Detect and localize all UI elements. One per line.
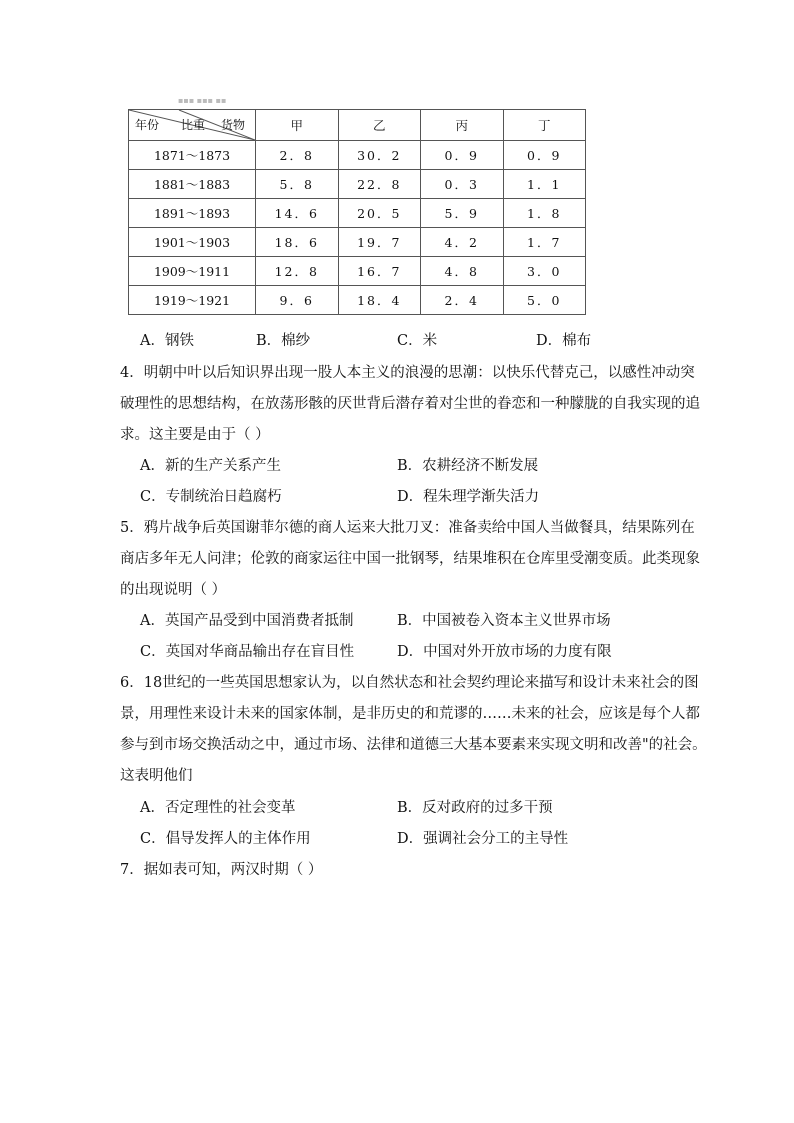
q6-option-d[interactable]: D．强调社会分工的主导性: [397, 831, 569, 847]
table-row: [129, 286, 586, 315]
table-row: [129, 141, 586, 170]
value-cell: 0．9: [421, 141, 504, 170]
column-header: 丁: [503, 110, 586, 141]
header-year-label: 年份: [135, 118, 160, 132]
table-row: [129, 257, 586, 286]
value-cell: 18．6: [256, 228, 339, 257]
q5-option-a[interactable]: A．英国产品受到中国消费者抵制: [140, 613, 354, 629]
q4-option-d[interactable]: D．程朱理学渐失活力: [397, 489, 540, 505]
header-share-label: 比重: [181, 118, 206, 132]
value-cell: 12．8: [256, 257, 339, 286]
value-cell: 16．7: [338, 257, 421, 286]
column-header: 甲: [256, 110, 339, 141]
q6-stem-line-4: 这表明他们: [120, 768, 193, 784]
q4-option-a[interactable]: A．新的生产关系产生: [140, 458, 281, 474]
value-cell: 2．4: [421, 286, 504, 315]
q5-option-c[interactable]: C．英国对华商品输出存在盲目性: [140, 644, 355, 660]
year-cell: 1871～1873: [129, 141, 256, 170]
q5-option-b[interactable]: B．中国被卷入资本主义世界市场: [397, 613, 611, 629]
value-cell: 0．3: [421, 170, 504, 199]
value-cell: 19．7: [338, 228, 421, 257]
value-cell: 20．5: [338, 199, 421, 228]
value-cell: 2．8: [256, 141, 339, 170]
q6-option-c[interactable]: C．倡导发挥人的主体作用: [140, 831, 311, 847]
table-header-row: [129, 110, 586, 141]
value-cell: 4．8: [421, 257, 504, 286]
value-cell: 3．0: [503, 257, 586, 286]
year-cell: 1881～1883: [129, 170, 256, 199]
q6-stem-line-2: 景，用理性来设计未来的国家体制，是非历史的和荒谬的……未来的社会，应该是每个人都: [120, 706, 700, 722]
q3-option-c[interactable]: C．米: [397, 333, 438, 349]
q4-option-b[interactable]: B．农耕经济不断发展: [397, 458, 539, 474]
q5-stem-line-1: 5．鸦片战争后英国谢菲尔德的商人运来大批刀叉：准备卖给中国人当做餐具，结果陈列在: [120, 520, 695, 536]
value-cell: 30．2: [338, 141, 421, 170]
column-header: 丙: [421, 110, 504, 141]
trade-share-table: [128, 109, 586, 315]
q3-option-a[interactable]: A．钢铁: [140, 333, 194, 349]
q3-option-b[interactable]: B．棉纱: [256, 333, 311, 349]
value-cell: 1．7: [503, 228, 586, 257]
diagonal-header-cell: [129, 110, 256, 141]
value-cell: 5．9: [421, 199, 504, 228]
q3-option-d[interactable]: D．棉布: [536, 333, 592, 349]
value-cell: 5．8: [256, 170, 339, 199]
value-cell: 9．6: [256, 286, 339, 315]
year-cell: 1901～1903: [129, 228, 256, 257]
value-cell: 1．8: [503, 199, 586, 228]
value-cell: 5．0: [503, 286, 586, 315]
header-goods-label: 货物: [221, 118, 246, 132]
q4-stem-line-2: 破理性的思想结构，在放荡形骸的厌世背后潜存着对尘世的眷恋和一种朦胧的自我实现的追: [120, 396, 700, 412]
q4-stem-line-3: 求。这主要是由于（ ）: [120, 427, 270, 443]
column-header: 乙: [338, 110, 421, 141]
value-cell: 0．9: [503, 141, 586, 170]
value-cell: 1．1: [503, 170, 586, 199]
q5-stem-line-2: 商店多年无人问津；伦敦的商家运往中国一批钢琴，结果堆积在仓库里受潮变质。此类现象: [120, 551, 700, 567]
q5-stem-line-3: 的出现说明（ ）: [120, 582, 227, 598]
year-cell: 1891～1893: [129, 199, 256, 228]
q6-option-a[interactable]: A．否定理性的社会变革: [140, 800, 296, 816]
q6-stem-line-1: 6．18世纪的一些英国思想家认为，以自然状态和社会契约理论来描写和设计未来社会的图: [120, 675, 699, 691]
table-row: [129, 199, 586, 228]
value-cell: 4．2: [421, 228, 504, 257]
q4-option-c[interactable]: C．专制统治日趋腐朽: [140, 489, 282, 505]
q5-option-d[interactable]: D．中国对外开放市场的力度有限: [397, 644, 612, 660]
value-cell: 14．6: [256, 199, 339, 228]
year-cell: 1909～1911: [129, 257, 256, 286]
q4-stem-line-1: 4．明朝中叶以后知识界出现一股人本主义的浪漫的思潮：以快乐代替克己，以感性冲动突: [120, 365, 695, 381]
table-row: [129, 228, 586, 257]
year-cell: 1919～1921: [129, 286, 256, 315]
table-row: [129, 170, 586, 199]
value-cell: 22．8: [338, 170, 421, 199]
value-cell: 18．4: [338, 286, 421, 315]
q6-option-b[interactable]: B．反对政府的过多干预: [397, 800, 553, 816]
q7-stem-line-1: 7．据如表可知，两汉时期（ ）: [120, 862, 323, 878]
q6-stem-line-3: 参与到市场交换活动之中，通过市场、法律和道德三大基本要素来实现文明和改善"的社会。: [120, 737, 707, 753]
cropped-caption-remnant: ▪▪▪ ▪▪▪ ▪▪: [178, 98, 227, 103]
